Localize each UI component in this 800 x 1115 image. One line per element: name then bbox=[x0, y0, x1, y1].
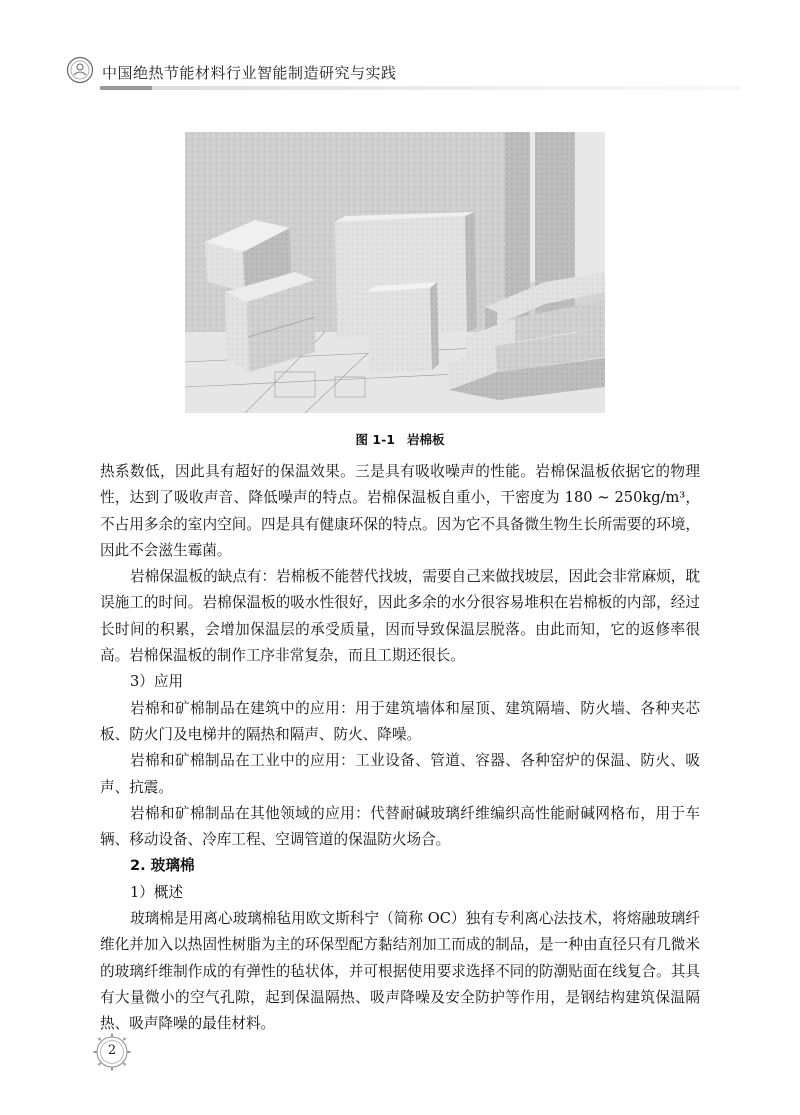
paragraph: 玻璃棉是用离心玻璃棉毡用欧文斯科宁（简称 OC）独有专利离心法技术，将熔融玻璃纤维化并加入以热固性树脂为主的环保型配方黏结剂加工而成的制品，是一种由直径只有几微米的玻璃纤维制作成的有弹性的毡状体，并可根据使用要求选择不同的防潮贴面在线复合。其具有大量微小的空气孔隙，起到保温隔热、吸声降噪及安全防护等作用，是钢结构建筑保温隔热、吸声降噪的最佳材料。 bbox=[100, 910, 700, 1033]
paragraph: 热系数低，因此具有超好的保温效果。三是具有吸收噪声的性能。岩棉保温板依据它的物理性，达到了吸收声音、降低噪声的特点。岩棉保温板自重小，干密度为 180 ~ 250kg/m³，不占用多余的室内空间。四是具有健康环保的特点。因为它不具备微生物生长所需要的环境，因此不会滋生霉菌。 bbox=[100, 463, 700, 559]
subheading-application: 3）应用 bbox=[130, 673, 184, 691]
page-number: 2 bbox=[107, 1043, 117, 1058]
figure-number: 图 1-1 bbox=[355, 432, 395, 447]
paragraph: 岩棉和矿棉制品在其他领域的应用：代替耐碱玻璃纤维编织高性能耐碱网格布，用于车辆、移动设备、冷库工程、空调管道的保温防火场合。 bbox=[100, 804, 700, 849]
body-text bbox=[100, 459, 700, 1038]
section-heading-glass-wool: 2. 玻璃棉 bbox=[130, 857, 195, 875]
book-logo-icon bbox=[66, 56, 94, 84]
running-header bbox=[60, 50, 740, 92]
paragraph: 岩棉和矿棉制品在工业中的应用：工业设备、管道、容器、各种窑炉的保温、防火、吸声、抗震。 bbox=[100, 752, 700, 796]
header-rule-dark bbox=[100, 86, 152, 90]
header-title: 中国绝热节能材料行业智能制造研究与实践 bbox=[102, 64, 397, 82]
subheading-overview: 1）概述 bbox=[130, 883, 184, 901]
paragraph: 岩棉和矿棉制品在建筑中的应用：用于建筑墙体和屋顶、建筑隔墙、防火墙、各种夹芯板、防火门及电梯井的隔热和隔声、防火、降噪。 bbox=[100, 699, 700, 743]
paragraph: 岩棉保温板的缺点有：岩棉板不能替代找坡，需要自己来做找坡层，因此会非常麻烦，耽误施工的时间。岩棉保温板的吸水性很好，因此多余的水分很容易堆积在岩棉板的内部，经过长时间的积累，会增加保温层的承受质量，因而导致保温层脱落。由此而知，它的返修率很高。岩棉保温板的制作工序非常复杂，而且工期还很长。 bbox=[100, 568, 700, 665]
header-rule-light bbox=[152, 86, 740, 90]
figure-title: 岩棉板 bbox=[406, 432, 445, 447]
rock-wool-board-photo bbox=[185, 132, 605, 413]
figure-caption bbox=[0, 430, 800, 448]
page-number-badge bbox=[92, 1032, 132, 1072]
rock-wool-board-illustration bbox=[185, 132, 605, 413]
